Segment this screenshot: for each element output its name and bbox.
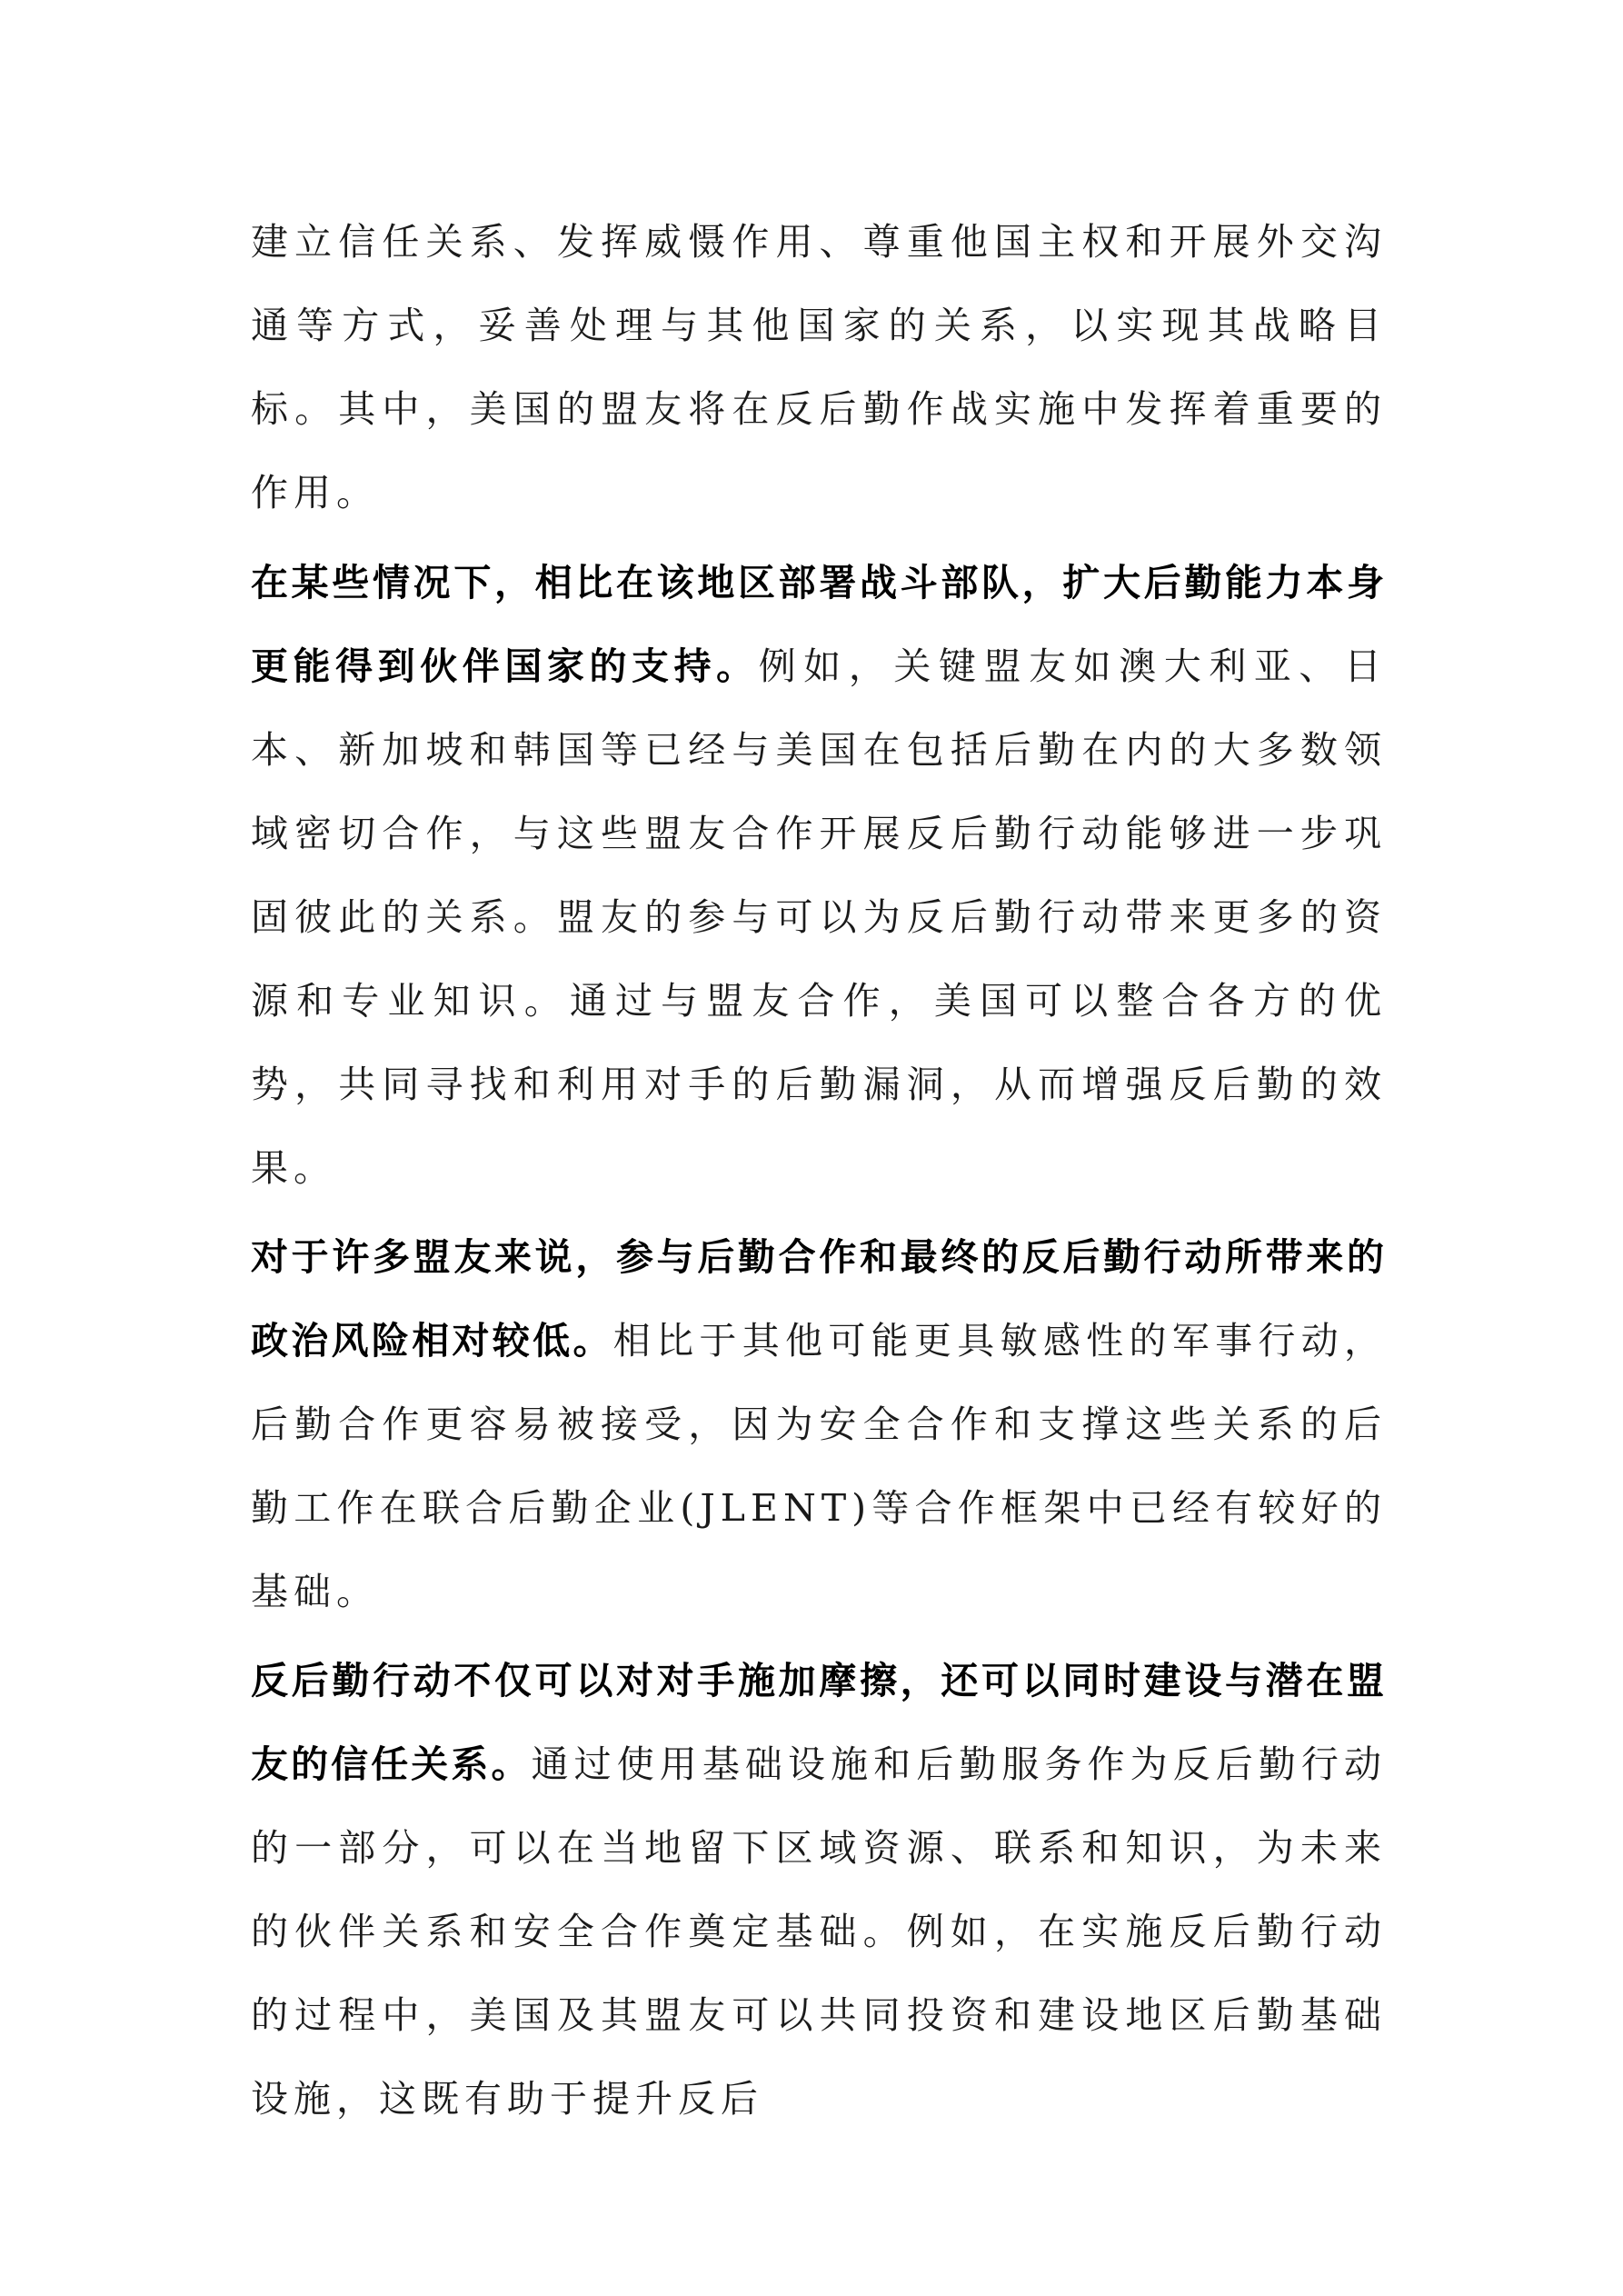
paragraph-2-body: 例如，关键盟友如澳大利亚、日本、新加坡和韩国等已经与美国在包括后勤在内的大多数领域密切合作，与这些盟友合作开展反后勤行动能够进一步巩固彼此的关系。盟友的参与可以为反后勤行动带来更多的资源和专业知识。通过与盟友合作，美国可以整合各方的优势，共同寻找和利用对手的后勤漏洞，从而增强反后勤的效果。 xyxy=(251,644,1387,1190)
paragraph-2 xyxy=(251,541,1387,1210)
paragraph-3-body: 相比于其他可能更具敏感性的军事行动，后勤合作更容易被接受，因为安全合作和支撑这些关系的后勤工作在联合后勤企业(JLENT)等合作框架中已经有较好的基础。 xyxy=(251,1319,1388,1613)
paragraph-2-lead: 在某些情况下，相比在该地区部署战斗部队，扩大后勤能力本身更能得到伙伴国家的支持。 xyxy=(251,561,1387,688)
paragraph-1 xyxy=(251,200,1387,534)
paragraph-3-lead: 对于许多盟友来说，参与后勤合作和最终的反后勤行动所带来的政治风险相对较低。 xyxy=(251,1235,1387,1363)
paragraph-1-body: 建立信任关系、发挥威慑作用、尊重他国主权和开展外交沟通等方式，妥善处理与其他国家的关系，以实现其战略目标。其中，美国的盟友将在反后勤作战实施中发挥着重要的作用。 xyxy=(251,220,1387,514)
paragraph-4-lead: 反后勤行动不仅可以对对手施加摩擦，还可以同时建设与潜在盟友的信任关系。 xyxy=(251,1659,1387,1786)
paragraph-4 xyxy=(251,1639,1387,2141)
paragraph-3 xyxy=(251,1215,1387,1633)
paragraph-4-body: 通过使用基础设施和后勤服务作为反后勤行动的一部分，可以在当地留下区域资源、联系和知识，为未来的伙伴关系和安全合作奠定基础。例如，在实施反后勤行动的过程中，美国及其盟友可以共同投资和建设地区后勤基础设施，这既有助于提升反后 xyxy=(251,1742,1388,2121)
